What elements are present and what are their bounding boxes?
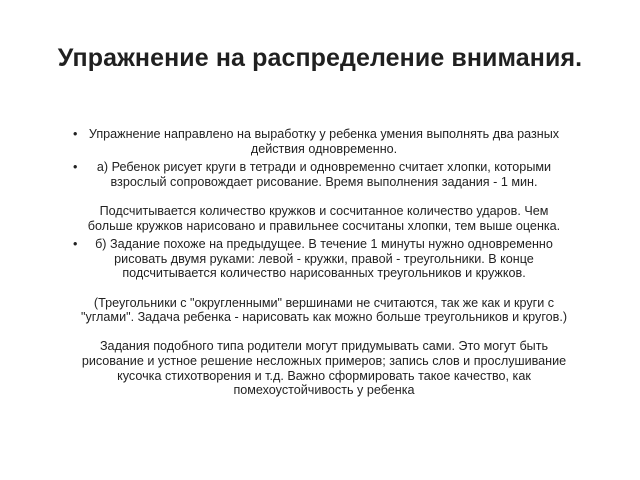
bullet-item-2: [73, 160, 568, 233]
bullet-line: Подсчитывается количество кружков и сосчитанное количество ударов. Чем: [99, 203, 549, 218]
bullet-line: (Треугольники с "округленными" вершинами не считаются, так же как и круги с: [93, 295, 555, 310]
bullet-line: больше кружков нарисовано и правильнее сосчитаны хлопки, тем выше оценка.: [87, 218, 561, 233]
bullet-line: подсчитывается количество нарисованных треугольников и кружков.: [122, 266, 526, 281]
bullet-icon: •: [73, 127, 78, 141]
bullet-item-1: [73, 127, 568, 156]
paragraph-gap: [80, 281, 568, 296]
bullet-item-3: [73, 237, 568, 398]
bullet-line: рисование и устное решение несложных примеров; запись слов и прослушивание: [81, 353, 567, 368]
bullet-line: Упражнение направлено на выработку у ребенка умения выполнять два разных: [88, 127, 560, 141]
slide-content: [73, 127, 568, 402]
bullet-icon: •: [73, 237, 78, 252]
bullet-line: помехоустойчивость у ребенка: [233, 383, 415, 398]
slide-title: Упражнение на распределение внимания.: [57, 44, 583, 72]
bullet-line: б) Задание похоже на предыдущее. В течение 1 минуты нужно одновременно: [95, 237, 553, 252]
bullet-line: взрослый сопровождает рисование. Время выполнения задания - 1 мин.: [110, 174, 538, 189]
paragraph-gap: [80, 189, 568, 204]
bullet-line: а) Ребенок рисует круги в тетради и одновременно считает хлопки, которыми: [96, 160, 552, 175]
bullet-line: Задания подобного типа родители могут придумывать сами. Это могут быть: [99, 339, 549, 354]
bullet-line: "углами". Задача ребенка - нарисовать как можно больше треугольников и кругов.): [80, 310, 568, 325]
bullet-line: кусочка стихотворения и т.д. Важно сформировать такое качество, как: [117, 368, 531, 383]
bullet-line: действия одновременно.: [250, 141, 398, 156]
paragraph-gap: [80, 325, 568, 340]
bullet-icon: •: [73, 160, 78, 175]
bullet-line: рисовать двумя руками: левой - кружки, правой - треугольники. В конце: [114, 251, 534, 266]
